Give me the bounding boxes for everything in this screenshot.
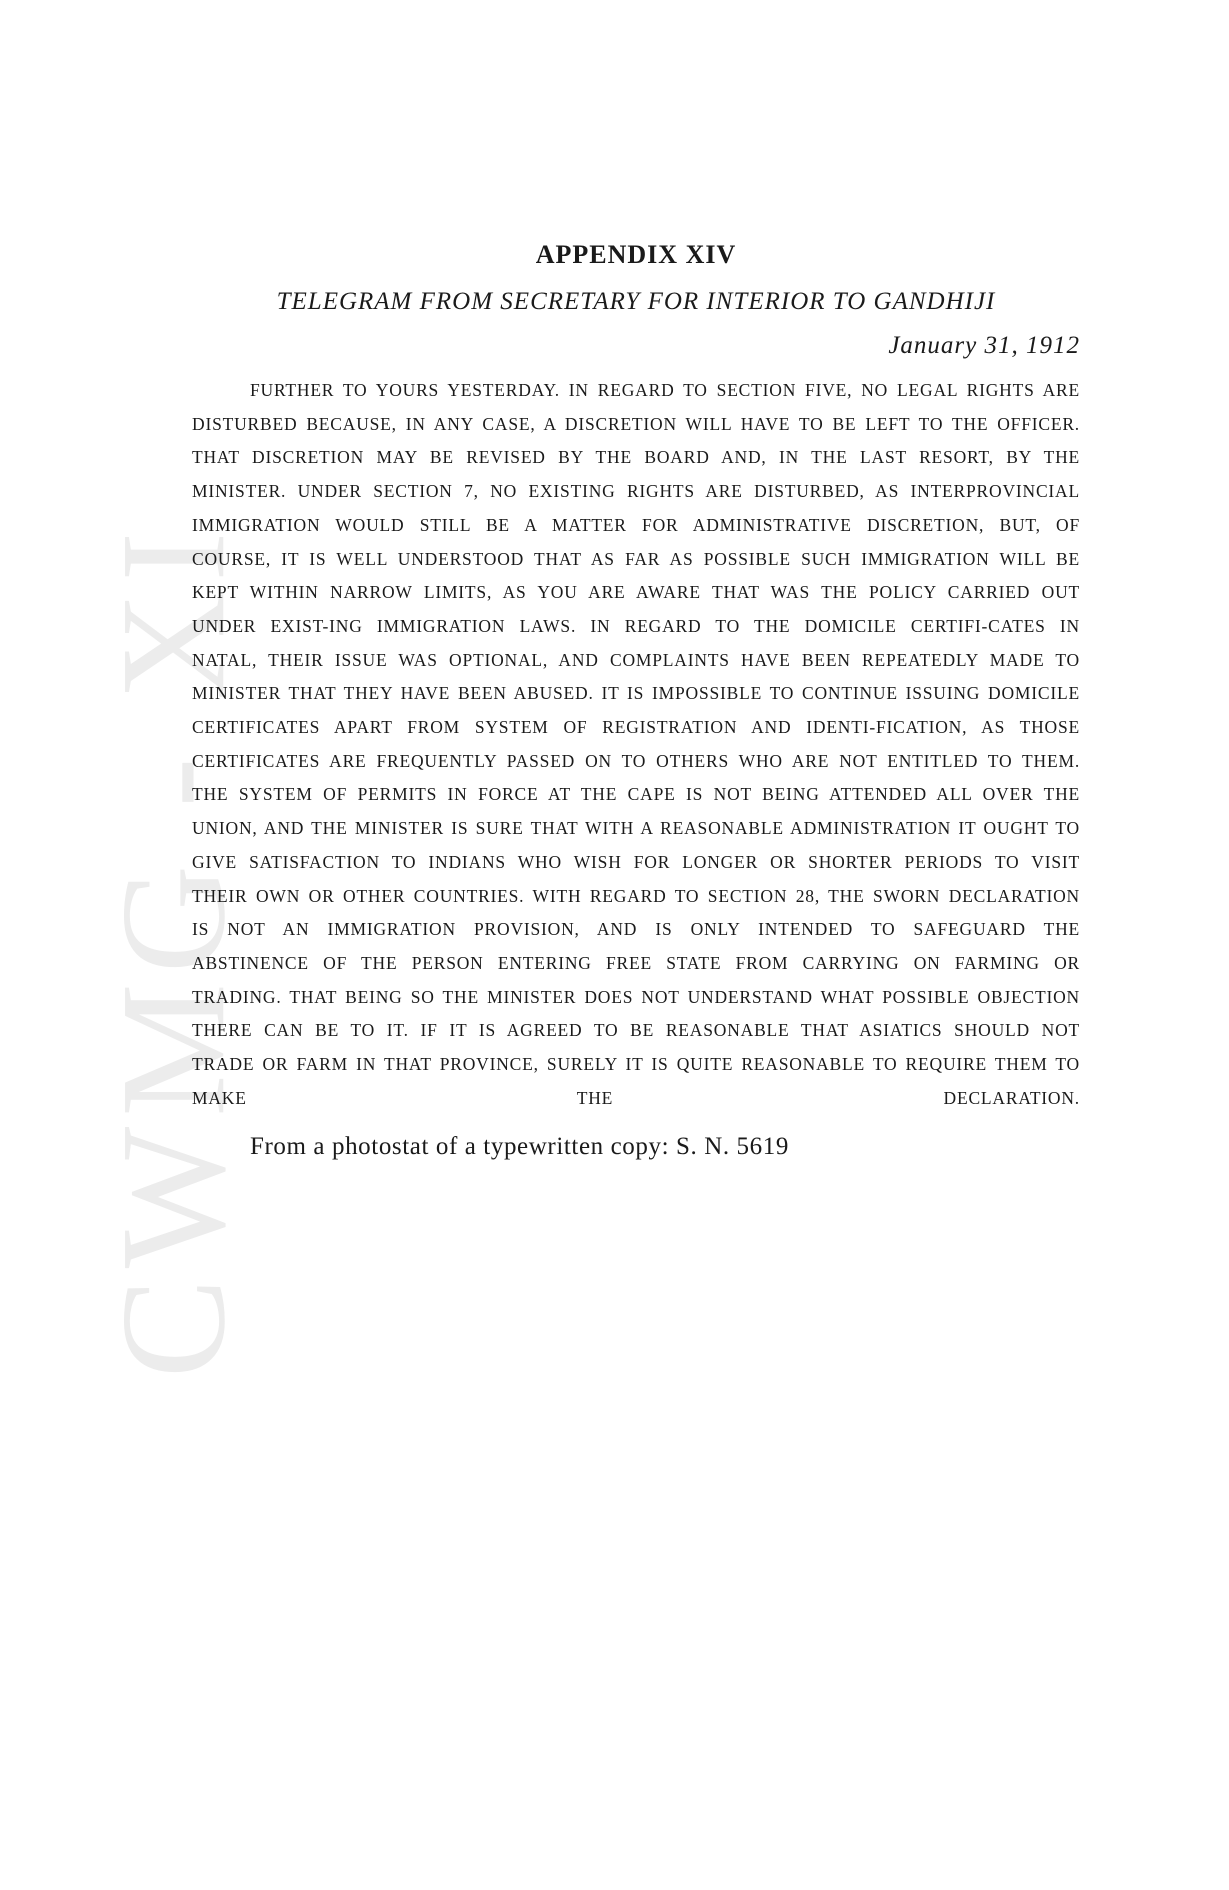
document-page — [192, 240, 1080, 1161]
watermark-text: CWMG - XI — [90, 521, 256, 1379]
telegram-date: January 31, 1912 — [888, 332, 1080, 359]
source-note: From a photostat of a typewritten copy: S. N. 5619 — [250, 1132, 789, 1160]
telegram-body: FURTHER TO YOURS YESTERDAY. IN REGARD TO SECTION FIVE, NO LEGAL RIGHTS ARE DISTURBED BECAUSE, IN ANY CASE, A DISCRETION WILL HAVE TO BE LEFT TO THE OFFICER. THAT DISCRETION MAY BE REVISED BY THE BOARD AND, IN THE LAST RESORT, BY THE MINISTER. UNDER SECTION 7, NO EXISTING RIGHTS ARE DISTURBED, AS INTERPROVINCIAL IMMIGRATION WOULD STILL BE A MATTER FOR ADMINISTRATIVE DISCRETION, BUT, OF COURSE, IT IS WELL UNDERSTOOD THAT AS FAR AS POSSIBLE SUCH IMMIGRATION WILL BE KEPT WITHIN NARROW LIMITS, AS YOU ARE AWARE THAT WAS THE POLICY CARRIED OUT UNDER EXIST-ING IMMIGRATION LAWS. IN REGARD TO THE DOMICILE CERTIFI-CATES IN NATAL, THEIR ISSUE WAS OPTIONAL, AND COMPLAINTS HAVE BEEN REPEATEDLY MADE TO MINISTER THAT THEY HAVE BEEN ABUSED. IT IS IMPOSSIBLE TO CONTINUE ISSUING DOMICILE CERTIFICATES APART FROM SYSTEM OF REGISTRATION AND IDENTI-FICATION, AS THOSE CERTIFICATES ARE FREQUENTLY PASSED ON TO OTHERS WHO ARE NOT ENTITLED TO THEM. THE SYSTEM OF PERMITS IN FORCE AT THE CAPE IS NOT BEING ATTENDED ALL OVER THE UNION, AND THE MINISTER IS SURE THAT WITH A REASONABLE ADMINISTRATION IT OUGHT TO GIVE SATISFACTION TO INDIANS WHO WISH FOR LONGER OR SHORTER PERIODS TO VISIT THEIR OWN OR OTHER COUNTRIES. WITH REGARD TO SECTION 28, THE SWORN DECLARATION IS NOT AN IMMIGRATION PROVISION, AND IS ONLY INTENDED TO SAFEGUARD THE ABSTINENCE OF THE PERSON ENTERING FREE STATE FROM CARRYING ON FARMING OR TRADING. THAT BEING SO THE MINISTER DOES NOT UNDERSTAND WHAT POSSIBLE OBJECTION THERE CAN BE TO IT. IF IT IS AGREED TO BE REASONABLE THAT ASIATICS SHOULD NOT TRADE OR FARM IN THAT PROVINCE, SURELY IT IS QUITE REASONABLE TO REQUIRE THEM TO MAKE THE DECLARATION. — [192, 380, 1080, 1108]
appendix-title: APPENDIX XIV — [535, 240, 737, 269]
telegram-subtitle: TELEGRAM FROM SECRETARY FOR INTERIOR TO GANDHIJI — [276, 288, 996, 315]
